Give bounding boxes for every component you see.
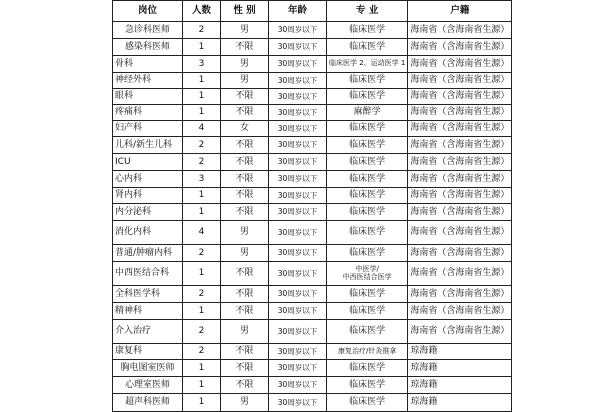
cell-household: 海南省（含海南省生源） [408,262,512,286]
cell-age: 30周岁以下 [269,105,327,121]
cell-household: 海南省（含海南省生源） [408,39,512,56]
cell-major: 临床医学 [327,39,408,56]
table-header-row [113,1,512,22]
cell-position: 骨科 [113,56,183,73]
table-row [113,105,512,121]
cell-age: 30周岁以下 [269,344,327,360]
cell-gender: 男 [221,73,269,89]
table-row [113,320,512,344]
cell-gender: 不限 [221,377,269,394]
cell-count: 1 [183,394,221,412]
cell-household: 琼海籍 [408,360,512,377]
cell-household: 海南省（含海南省生源） [408,188,512,204]
cell-age: 30周岁以下 [269,89,327,105]
cell-age: 30周岁以下 [269,188,327,204]
cell-count: 1 [183,377,221,394]
cell-household: 海南省（含海南省生源） [408,221,512,245]
table-row [113,221,512,245]
cell-major: 临床医学 [327,204,408,221]
cell-gender: 男 [221,394,269,412]
header-count: 人数 [183,1,221,22]
table-row [113,188,512,204]
cell-position: 急诊科医师 [113,22,183,39]
cell-gender: 女 [221,121,269,137]
cell-count: 1 [183,89,221,105]
cell-gender: 不限 [221,204,269,221]
cell-count: 1 [183,105,221,121]
table-row [113,344,512,360]
cell-household: 海南省（含海南省生源） [408,89,512,105]
cell-major: 临床医学 2、运动医学 1 [327,56,408,73]
cell-position: 心理室医师 [113,377,183,394]
cell-household: 海南省（含海南省生源） [408,105,512,121]
cell-age: 30周岁以下 [269,137,327,154]
table-row [113,73,512,89]
cell-major: 临床医学 [327,360,408,377]
cell-age: 30周岁以下 [269,286,327,303]
cell-household: 海南省（含海南省生源） [408,73,512,89]
cell-count: 3 [183,56,221,73]
table-row [113,303,512,320]
cell-count: 1 [183,73,221,89]
cell-major: 中医学/ 中西医结合医学 [327,262,408,286]
cell-gender: 不限 [221,154,269,171]
cell-age: 30周岁以下 [269,221,327,245]
cell-count: 2 [183,154,221,171]
cell-position: 全科医学科 [113,286,183,303]
cell-position: 精神科 [113,303,183,320]
cell-major: 临床医学 [327,154,408,171]
cell-household: 海南省（含海南省生源） [408,245,512,262]
cell-gender: 不限 [221,171,269,188]
cell-household: 琼海籍 [408,394,512,412]
table-row [113,171,512,188]
cell-household: 海南省（含海南省生源） [408,137,512,154]
table-row [113,360,512,377]
cell-count: 2 [183,137,221,154]
cell-gender: 男 [221,245,269,262]
cell-age: 30周岁以下 [269,303,327,320]
cell-position: 神经外科 [113,73,183,89]
cell-major: 康复治疗/针灸推拿 [327,344,408,360]
cell-position: 康复科 [113,344,183,360]
cell-gender: 不限 [221,89,269,105]
table-row [113,56,512,73]
cell-age: 30周岁以下 [269,360,327,377]
cell-count: 2 [183,320,221,344]
cell-count: 1 [183,360,221,377]
cell-age: 30周岁以下 [269,22,327,39]
cell-age: 30周岁以下 [269,171,327,188]
cell-household: 海南省（含海南省生源） [408,204,512,221]
cell-age: 30周岁以下 [269,154,327,171]
cell-position: 儿科/新生儿科 [113,137,183,154]
cell-age: 30周岁以下 [269,39,327,56]
table-body [113,22,512,412]
table-row [113,22,512,39]
cell-gender: 不限 [221,303,269,320]
cell-household: 海南省（含海南省生源） [408,320,512,344]
cell-count: 1 [183,39,221,56]
cell-position: 内分泌科 [113,204,183,221]
cell-position: ICU [113,154,183,171]
table-row [113,204,512,221]
cell-count: 1 [183,204,221,221]
cell-count: 1 [183,188,221,204]
cell-age: 30周岁以下 [269,394,327,412]
header-household: 户籍 [408,1,512,22]
cell-age: 30周岁以下 [269,121,327,137]
cell-major: 临床医学 [327,89,408,105]
cell-gender: 不限 [221,39,269,56]
cell-count: 2 [183,22,221,39]
table-row [113,245,512,262]
cell-count: 3 [183,171,221,188]
cell-household: 海南省（含海南省生源） [408,286,512,303]
cell-age: 30周岁以下 [269,73,327,89]
cell-household: 海南省（含海南省生源） [408,121,512,137]
cell-count: 2 [183,286,221,303]
cell-major: 临床医学 [327,121,408,137]
cell-count: 2 [183,344,221,360]
cell-count: 1 [183,303,221,320]
cell-major: 临床医学 [327,303,408,320]
cell-age: 30周岁以下 [269,56,327,73]
cell-position: 心内科 [113,171,183,188]
cell-household: 海南省（含海南省生源） [408,303,512,320]
cell-age: 30周岁以下 [269,245,327,262]
cell-position: 中西医结合科 [113,262,183,286]
table-row [113,121,512,137]
cell-household: 琼海籍 [408,344,512,360]
cell-gender: 男 [221,56,269,73]
cell-position: 普通/肿瘤内科 [113,245,183,262]
cell-gender: 不限 [221,188,269,204]
cell-household: 琼海籍 [408,377,512,394]
cell-gender: 男 [221,221,269,245]
table-row [113,137,512,154]
cell-major: 临床医学 [327,377,408,394]
cell-major: 临床医学 [327,245,408,262]
cell-gender: 不限 [221,105,269,121]
cell-gender: 不限 [221,286,269,303]
cell-count: 4 [183,221,221,245]
cell-count: 2 [183,245,221,262]
cell-gender: 男 [221,320,269,344]
cell-position: 疼痛科 [113,105,183,121]
cell-gender: 不限 [221,137,269,154]
cell-major: 临床医学 [327,320,408,344]
cell-age: 30周岁以下 [269,262,327,286]
cell-position: 妇产科 [113,121,183,137]
cell-household: 海南省（含海南省生源） [408,154,512,171]
cell-age: 30周岁以下 [269,377,327,394]
cell-major: 临床医学 [327,188,408,204]
table-row [113,262,512,286]
header-position: 岗位 [113,1,183,22]
cell-count: 1 [183,262,221,286]
cell-gender: 不限 [221,344,269,360]
cell-major: 临床医学 [327,137,408,154]
table-row [113,39,512,56]
header-major: 专 业 [327,1,408,22]
table-row [113,286,512,303]
cell-gender: 不限 [221,262,269,286]
cell-major: 临床医学 [327,286,408,303]
cell-position: 肾内科 [113,188,183,204]
cell-major: 麻醉学 [327,105,408,121]
cell-position: 胸电图室医师 [113,360,183,377]
header-gender: 性 别 [221,1,269,22]
cell-position: 眼科 [113,89,183,105]
cell-age: 30周岁以下 [269,320,327,344]
cell-gender: 男 [221,22,269,39]
cell-major: 临床医学 [327,22,408,39]
cell-position: 超声科医师 [113,394,183,412]
cell-count: 4 [183,121,221,137]
cell-household: 海南省（含海南省生源） [408,171,512,188]
cell-age: 30周岁以下 [269,204,327,221]
cell-major: 临床医学 [327,394,408,412]
cell-major: 临床医学 [327,171,408,188]
cell-household: 海南省（含海南省生源） [408,22,512,39]
table-row [113,89,512,105]
header-age: 年龄 [269,1,327,22]
table-row [113,154,512,171]
cell-household: 海南省（含海南省生源） [408,56,512,73]
cell-position: 感染科医师 [113,39,183,56]
table-row [113,394,512,412]
cell-major: 临床医学 [327,73,408,89]
cell-major: 临床医学 [327,221,408,245]
recruitment-table [112,0,512,412]
cell-position: 消化内科 [113,221,183,245]
cell-gender: 不限 [221,360,269,377]
table-row [113,377,512,394]
cell-position: 介入治疗 [113,320,183,344]
